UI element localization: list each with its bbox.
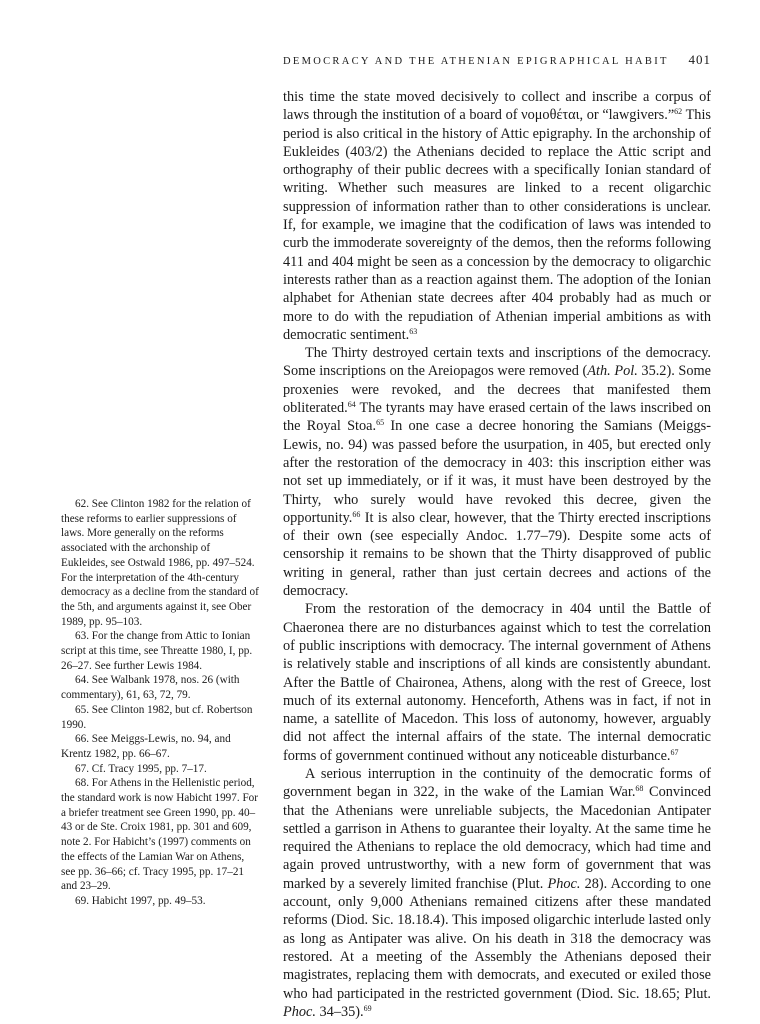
- note-ref[interactable]: 68: [635, 784, 644, 794]
- note-ref[interactable]: 63: [409, 326, 418, 336]
- footnote-64: 64. See Walbank 1978, nos. 26 (with commentary), 61, 63, 72, 79.: [61, 674, 240, 702]
- main-text: [283, 88, 711, 1021]
- footnote-68: 68. For Athens in the Hellenistic period, the standard work is now Habicht 1997. For a briefer treatment see Green 1990, pp. 40–43 or de Ste. Croix 1981, pp. 301 and 609, note 2. For Habicht’s (1997) comments on the effects of the Lamian War on Athens, see pp. 36–66; cf. Tracy 1995, pp. 17–21 and 23–29.: [61, 777, 258, 893]
- footnote-67: 67. Cf. Tracy 1995, pp. 7–17.: [75, 762, 207, 775]
- running-title: DEMOCRACY AND THE ATHENIAN EPIGRAPHICAL HABIT: [283, 56, 669, 67]
- footnote-66: 66. See Meiggs-Lewis, no. 94, and Krentz 1982, pp. 66–67.: [61, 733, 231, 760]
- paragraph-2: The Thirty destroyed certain texts and inscriptions of the democracy. Some inscriptions on the Areiopagos were removed (Ath. Pol. 35.2). Some proxenies were revoked, and the decrees that manifested them obliterated.$^{64}$ The tyrants may have erased certain of the laws inscribed on the Royal Stoa.$^{65}$ In one case a decree honoring the Samians (Meiggs-Lewis, no. 94) was passed before the usurpation, in 405, but erected only after the restoration of the democracy in 403: this inscription either was not set up immediately, or if it was, it must have been destroyed by the Thirty, who surely would have revoked this decree, given the opportunity.$^{66}$ It is also clear, however, that the Thirty erected inscriptions of their own (see especially Andoc. 1.77–79). Despite some acts of censorship it remains to be shown that the Thirty disapproved of public writing in general, rather than just certain decrees and actions of the democracy.: [283, 345, 711, 600]
- note-ref[interactable]: 62: [674, 107, 683, 117]
- note-ref[interactable]: 67: [670, 747, 679, 757]
- footnote-69: 69. Habicht 1997, pp. 49–53.: [75, 894, 206, 907]
- note-ref[interactable]: 64: [347, 400, 356, 410]
- footnote-65: 65. See Clinton 1982, but cf. Robertson 1990.: [61, 703, 253, 731]
- footnote-62: 62. See Clinton 1982 for the relation of these reforms to earlier suppressions of laws. More generally on the reforms associated with the archonship of Eukleides, see Ostwald 1986, pp. 497–524. For the interpretation of the 4th-century democracy as a decline from the standard of the 5th, and arguments against it, see Ober 1989, pp. 95–103.: [61, 498, 259, 628]
- page-number: 401: [688, 52, 711, 67]
- note-ref[interactable]: 66: [352, 509, 361, 519]
- paragraph-4: A serious interruption in the continuity of the democratic forms of government began in 322, in the wake of the Lamian War.$^{68}$ Convinced that the Athenians were unreliable subjects, the Macedonian Antipater settled a garrison in Athens to guarantee their loyalty. At the same time he required the Athenians to replace the old democracy, which had time and again proved untrustworthy, with a new form of government that was marked by a severely limited franchise (Plut. Phoc. 28). According to one account, only 9,000 Athenians remained citizens after these mandated reforms (Diod. Sic. 18.18.4). This imposed oligarchic interlude lasted only as long as Antipater was alive. On his death in 318 the democracy was restored. At a meeting of the Assembly the Athenians deposed their magistrates, replacing them with democrats, and executed or exiled those who had participated in the restricted government (Diod. Sic. 18.65; Plut. Phoc. 34–35).$^{69}$: [283, 765, 711, 1020]
- footnotes: [61, 497, 259, 909]
- note-ref[interactable]: 69: [363, 1003, 372, 1013]
- footnote-63: 63. For the change from Attic to Ionian script at this time, see Threatte 1980, I, pp. 26–27. See further Lewis 1984.: [61, 630, 253, 672]
- note-ref[interactable]: 65: [376, 418, 385, 428]
- running-head: [283, 52, 711, 68]
- paragraph-3: From the restoration of the democracy in 404 until the Battle of Chaeronea there are no disturbances against which to test the correlation of public inscriptions with democracy. The internal government of Athens is relatively stable and inscriptions of all kinds are consistently abundant. After the Battle of Chaironea, Athens, along with the rest of Greece, lost much of its external autonomy. Henceforth, Athens was in fact, if not in name, a satellite of Macedon. This loss of autonomy, however, arguably did not affect the internal affairs of the state. The internal democratic forms of government continued without any noticeable disturbance.$^{67}$: [283, 601, 711, 764]
- paragraph-1: this time the state moved decisively to collect and inscribe a corpus of laws through the institution of a board of νομοθέται, or “lawgivers.”$^{62}$ This period is also critical in the history of Attic epigraphy. In the archonship of Eukleides (403/2) the Athenians decided to replace the Attic script and orthography of their public decrees with a specifically Ionian standard of writing. Whether such measures are linked to a recent oligarchic suppression of information rather than to other considerations is unclear. If, for example, we imagine that the codification of laws was intended to curb the immoderate sovereignty of the demos, then the reforms following 411 and 404 might be seen as a concession by the democracy to oligarchic interests rather than as a reaction against them. The adoption of the Ionian alphabet for Athenian state decrees after 404 probably had as much or more to do with the repudiation of Athenian imperial ambitions as with democratic sentiment.$^{63}$: [283, 89, 711, 343]
